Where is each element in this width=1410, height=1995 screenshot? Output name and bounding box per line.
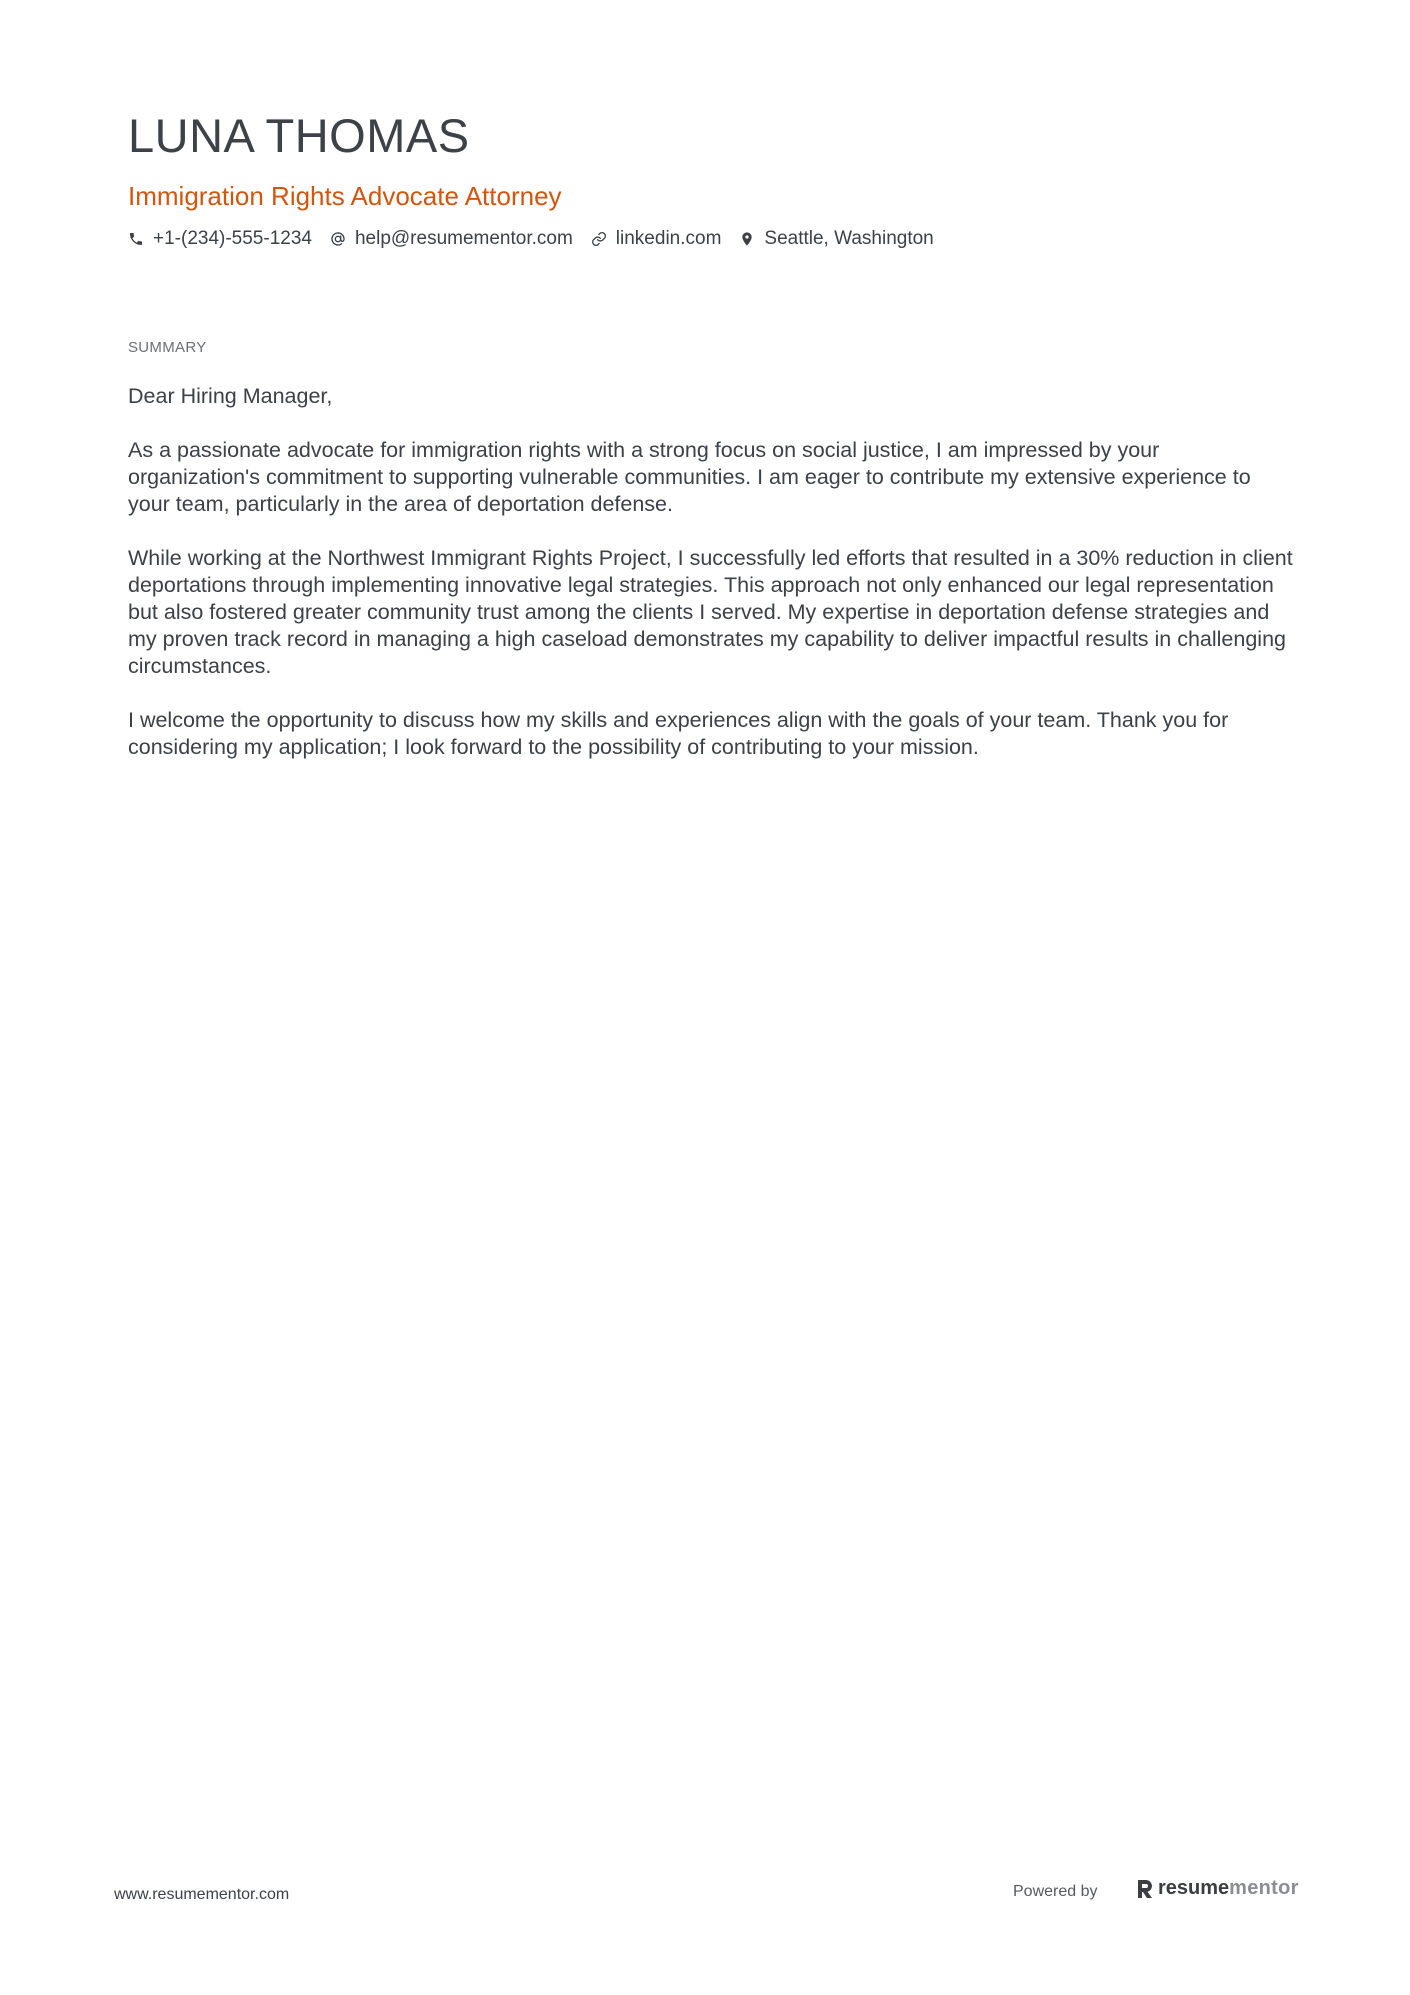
location-pin-icon: [739, 231, 755, 247]
contact-link[interactable]: [591, 228, 722, 250]
letter-paragraph: As a passionate advocate for immigration rights with a strong focus on social justice, I am impressed by your organization's commitment to supporting vulnerable communities. I am eager to contribute my extensive experience to your team, particularly in the area of deportation defense.: [128, 438, 1251, 516]
phone-text: +1-(234)-555-1234: [153, 228, 312, 249]
email-text[interactable]: help@resumementor.com: [354, 228, 573, 249]
at-icon: [330, 231, 346, 247]
candidate-name: LUNA THOMAS: [128, 109, 470, 162]
link-text[interactable]: linkedin.com: [615, 228, 722, 249]
contact-location: [739, 228, 933, 250]
resumementor-logo-icon: [1136, 1878, 1154, 1900]
brand-text-resume: resume: [1158, 1877, 1230, 1899]
link-icon: [591, 231, 607, 247]
contact-bar: [128, 228, 952, 250]
phone-icon: [128, 231, 144, 247]
brand-text-mentor: mentor: [1229, 1877, 1299, 1899]
location-text: Seattle, Washington: [764, 228, 934, 249]
letter-paragraph: While working at the Northwest Immigrant Rights Project, I successfully led efforts that resulted in a 30% reduction in client deportations through implementing innovative legal strategies. This approach not only enhanced our legal representation but also fostered greater community trust among the clients I served. My expertise in deportation defense strategies and my proven track record in managing a high caseload demonstrates my capability to deliver impactful results in challenging circumstances.: [128, 546, 1293, 678]
salutation: Dear Hiring Manager,: [128, 384, 333, 408]
brand-logo[interactable]: [1136, 1877, 1299, 1900]
contact-phone: [128, 228, 312, 250]
job-title: Immigration Rights Advocate Attorney: [128, 181, 562, 211]
letter-paragraph: I welcome the opportunity to discuss how my skills and experiences align with the goals of your team. Thank you for considering my application; I look forward to the possibility of contributing to your mission.: [128, 708, 1229, 759]
letter-body: [128, 383, 1293, 788]
summary-heading: SUMMARY: [128, 339, 207, 356]
footer-website[interactable]: www.resumementor.com: [114, 1886, 290, 1903]
contact-email[interactable]: [330, 228, 573, 250]
powered-by-label: Powered by: [1013, 1883, 1098, 1900]
